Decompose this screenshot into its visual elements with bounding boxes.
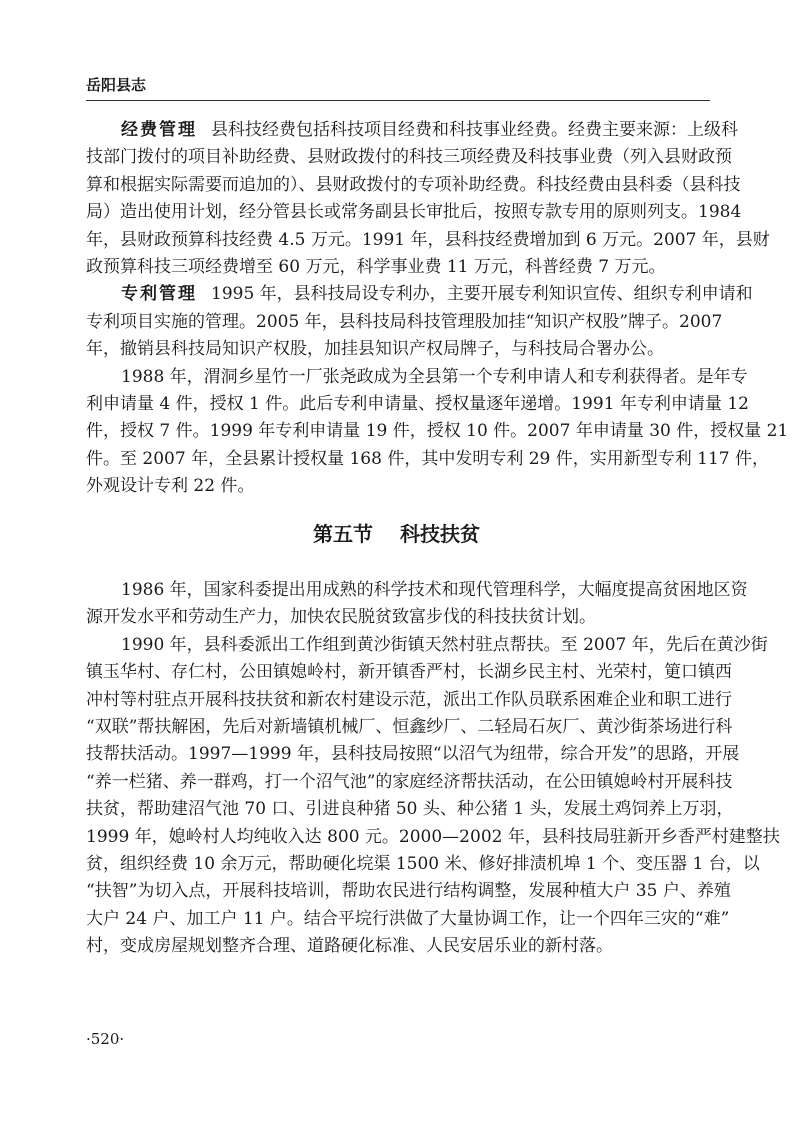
paragraph xyxy=(86,632,780,961)
text-line xyxy=(86,117,738,144)
paragraph xyxy=(86,281,753,363)
text-line xyxy=(86,446,770,473)
text-line xyxy=(86,878,731,905)
line-text: 年，县财政预算科技经费 4.5 万元。1991 年，县科技经费增加到 6 万元。2007 年，县财 xyxy=(86,229,770,250)
line-text: 外观设计专利 22 件。 xyxy=(86,476,255,497)
line-text: 县科技经费包括科技项目经费和科技事业经费。经费主要来源：上级科 xyxy=(211,120,738,140)
line-text: “养一栏猪、养一群鸡，打一个沼气池”的家庭经济帮扶活动，在公田镇媳岭村开展科技 xyxy=(86,771,733,792)
section-heading: 科技扶贫 xyxy=(399,522,480,546)
line-text: “双联”帮扶解困，先后对新墙镇机械厂、恒鑫纱厂、二轻局石灰厂、黄沙街茶场进行科 xyxy=(86,716,733,737)
running-head-title: 岳阳县志 xyxy=(86,76,147,94)
text-line xyxy=(86,632,768,659)
line-text: 件。至 2007 年，全县累计授权量 168 件，其中发明专利 29 件，实用新型专利 117 件， xyxy=(86,448,770,469)
text-line xyxy=(86,741,740,768)
text-line xyxy=(86,659,732,686)
text-line xyxy=(86,473,710,500)
paragraph-label: 专利管理 xyxy=(121,284,197,305)
line-text: 源开发水平和劳动生产力，加快农民脱贫致富步伐的科技扶贫计划。 xyxy=(86,607,596,628)
line-text: 政预算科技三项经费增至 60 万元，科学事业费 11 万元，科普经费 7 万元。 xyxy=(86,256,666,277)
text-line xyxy=(86,933,710,960)
line-text: 年，撤销县科技局知识产权股，加挂县知识产权局牌子，与科技局合署办公。 xyxy=(86,339,664,360)
section-number: 第五节 xyxy=(313,522,374,546)
paragraph xyxy=(86,577,748,632)
text-line xyxy=(86,199,742,226)
text-line xyxy=(86,364,748,391)
page-number: ·520· xyxy=(86,1030,125,1048)
section-title xyxy=(0,518,793,547)
line-text: 村，变成房屋规划整齐合理、道路硬化标准、人民安居乐业的新村落。 xyxy=(86,936,613,957)
line-text: 镇玉华村、存仁村，公田镇媳岭村，新开镇香严村，长湖乡民主村、光荣村，筻口镇西 xyxy=(86,662,732,683)
text-line xyxy=(86,254,710,281)
section-body-part2 xyxy=(86,577,780,960)
text-line xyxy=(86,604,710,631)
line-text: 1999 年，媳岭村人均纯收入达 800 元。2000—2002 年，县科技局驻新开乡香严村建整扶 xyxy=(86,826,780,847)
header-rule xyxy=(86,100,710,101)
text-line xyxy=(86,796,734,823)
text-line xyxy=(86,144,732,171)
text-line xyxy=(86,281,753,308)
paragraph-label: 经费管理 xyxy=(121,120,197,140)
text-line xyxy=(86,824,780,851)
text-line xyxy=(86,714,733,741)
text-line xyxy=(86,906,730,933)
line-text: 件，授权 7 件。1999 年专利申请量 19 件，授权 10 件。2007 年申请量 30 件，授权量 21 xyxy=(86,421,789,442)
line-text: 扶贫，帮助建沼气池 70 口、引进良种猪 50 头、种公猪 1 头，发展土鸡饲养上万羽， xyxy=(86,799,734,820)
paragraph xyxy=(86,364,789,501)
text-line xyxy=(86,336,710,363)
text-line xyxy=(86,577,748,604)
line-text: 1988 年，渭洞乡星竹一厂张尧政成为全县第一个专利申请人和专利获得者。是年专 xyxy=(121,366,748,387)
line-text: 1990 年，县科委派出工作组到黄沙街镇天然村驻点帮扶。至 2007 年，先后在黄沙街 xyxy=(121,634,768,655)
section-body-part1 xyxy=(86,117,789,500)
text-line xyxy=(86,391,749,418)
line-text: 冲村等村驻点开展科技扶贫和新农村建设示范，派出工作队员联系困难企业和职工进行 xyxy=(86,689,732,710)
line-text: “扶智”为切入点，开展科技培训，帮助农民进行结构调整，发展种植大户 35 户、养殖 xyxy=(86,881,731,902)
line-text: 贫，组织经费 10 余万元，帮助硬化垸渠 1500 米、修好排渍机埠 1 个、变压器 1 台，以 xyxy=(86,853,760,874)
line-text: 技帮扶活动。1997—1999 年，县科技局按照“以沼气为纽带，综合开发”的思路，开展 xyxy=(86,744,740,765)
text-line xyxy=(86,769,733,796)
text-line xyxy=(86,227,770,254)
line-text: 专利项目实施的管理。2005 年，县科技局科技管理股加挂“知识产权股”牌子。2007 xyxy=(86,311,723,332)
text-line xyxy=(86,309,723,336)
text-line xyxy=(86,851,760,878)
line-text: 1986 年，国家科委提出用成熟的科学技术和现代管理科学，大幅度提高贫困地区资 xyxy=(121,580,748,600)
text-line xyxy=(86,418,789,445)
line-text: 技部门拨付的项目补助经费、县财政拨付的科技三项经费及科技事业费（列入县财政预 xyxy=(86,147,732,168)
line-text: 算和根据实际需要而追加的）、县财政拨付的专项补助经费。科技经费由县科委（县科技 xyxy=(86,174,741,195)
text-line xyxy=(86,687,732,714)
line-text: 利申请量 4 件，授权 1 件。此后专利申请量、授权量逐年递增。1991 年专利申请量 12 xyxy=(86,393,749,414)
line-text: 1995 年，县科技局设专利办，主要开展专利知识宣传、组织专利申请和 xyxy=(211,284,753,305)
text-line xyxy=(86,172,741,199)
paragraph xyxy=(86,117,770,281)
line-text: 局）造出使用计划，经分管县长或常务副县长审批后，按照专款专用的原则列支。1984 xyxy=(86,202,742,223)
line-text: 大户 24 户、加工户 11 户。结合平垸行洪做了大量协调工作，让一个四年三灾的“难” xyxy=(86,908,730,929)
